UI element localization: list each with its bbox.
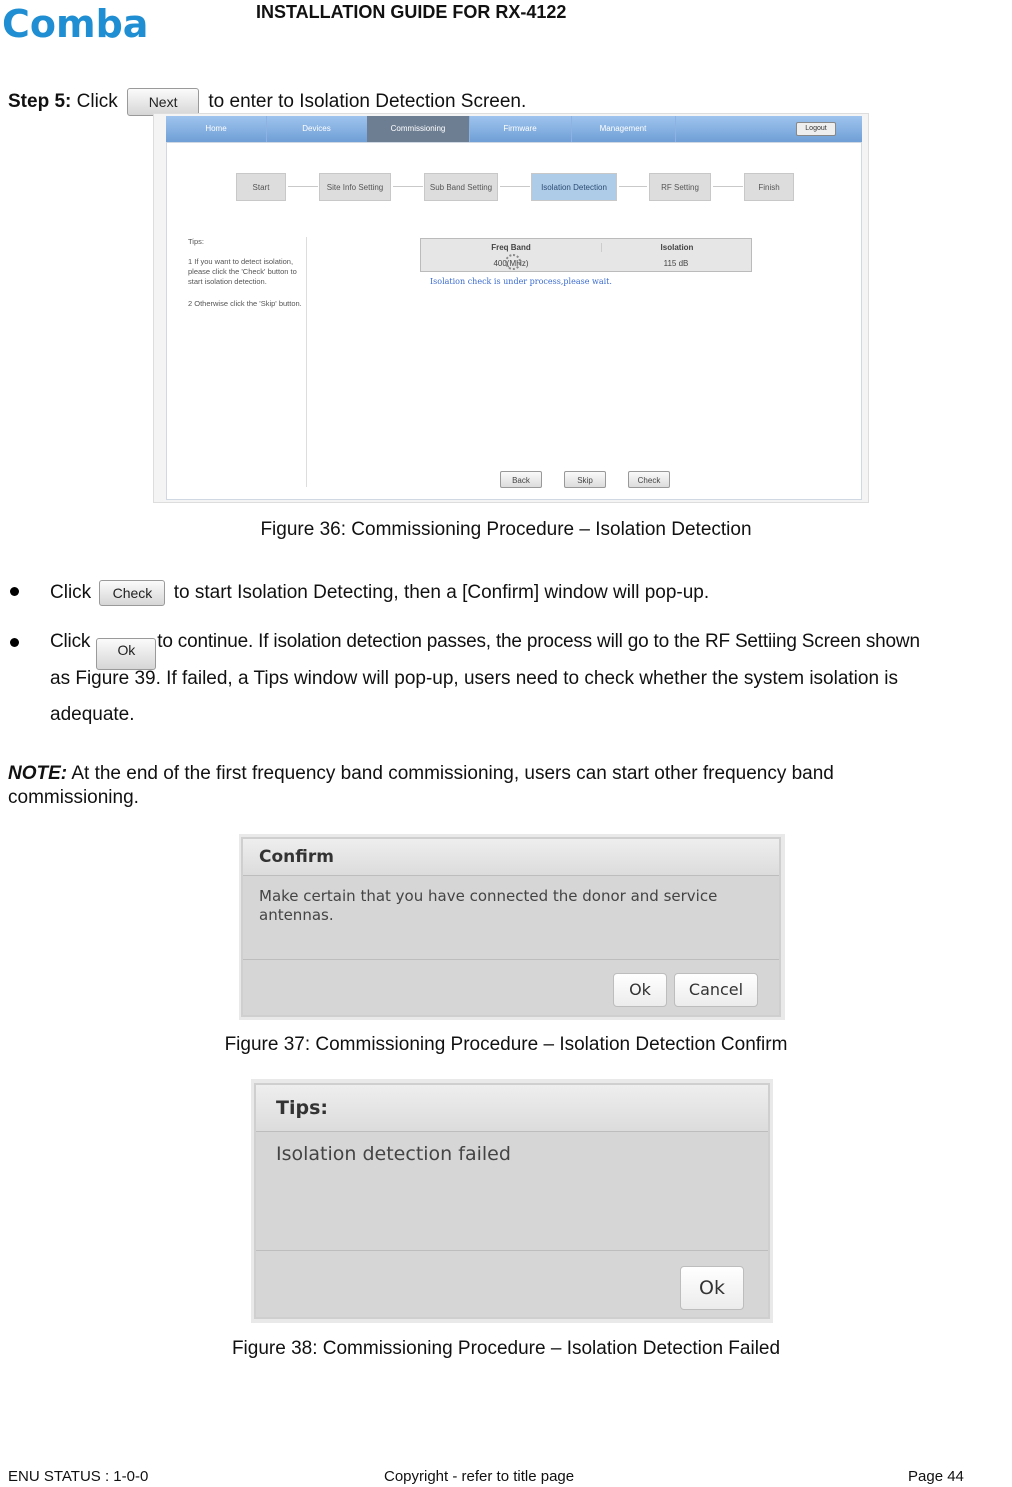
bullet2-click: Click: [50, 631, 91, 652]
tips-dialog: [254, 1083, 770, 1319]
nav-devices[interactable]: Devices: [266, 116, 368, 142]
ok-button-image: Ok: [96, 638, 156, 670]
footer-copyright: Copyright - refer to title page: [384, 1468, 575, 1485]
tips-title: Tips:: [188, 237, 204, 246]
bullet-dot: [10, 587, 19, 596]
back-button[interactable]: Back: [500, 471, 542, 488]
tips-dialog-message: Isolation detection failed: [276, 1143, 511, 1165]
note-line2: commissioning.: [8, 787, 139, 808]
nav-home[interactable]: Home: [166, 116, 267, 142]
confirm-message-line2: antennas.: [259, 906, 334, 924]
bullet-dot: [10, 638, 19, 647]
footer-page: Page 44: [908, 1468, 964, 1485]
confirm-message: [259, 887, 717, 925]
step5-click: Click: [76, 91, 118, 113]
step-isolation-detection: Isolation Detection: [531, 173, 617, 201]
ok-button[interactable]: Ok: [613, 973, 667, 1007]
figure38-caption: Figure 38: Commissioning Procedure – Isolation Detection Failed: [231, 1338, 781, 1359]
top-nav-bar: [166, 116, 862, 142]
bullet1-line: [50, 580, 709, 606]
nav-management[interactable]: Management: [571, 116, 676, 142]
bullet2-line1: [50, 631, 920, 670]
note-line1: [8, 763, 834, 785]
tips-dialog-title: Tips:: [256, 1085, 768, 1132]
table-header-freq: Freq Band: [491, 243, 531, 252]
bullet2-line3: adequate.: [50, 704, 135, 725]
step-finish: Finish: [744, 173, 794, 201]
skip-button[interactable]: Skip: [564, 471, 606, 488]
step-site-info: Site Info Setting: [319, 173, 391, 201]
tips-line2: 2 Otherwise click the 'Skip' button.: [188, 299, 302, 308]
check-button[interactable]: Check: [628, 471, 670, 488]
check-button-image: Check: [99, 580, 165, 606]
cancel-button[interactable]: Cancel: [674, 973, 758, 1007]
tips-panel: [188, 237, 307, 487]
step5-label: Step 5:: [8, 91, 72, 113]
figure37-screenshot: [239, 834, 785, 1020]
bullet1-rest: to start Isolation Detecting, then a [Confirm] window will pop-up.: [173, 582, 710, 604]
step-rf-setting: RF Setting: [649, 173, 711, 201]
nav-commissioning[interactable]: Commissioning: [367, 116, 470, 142]
logout-button[interactable]: Logout: [796, 122, 836, 136]
bullet1-click: Click: [50, 582, 92, 604]
step5-line: [8, 88, 526, 116]
step-arrow: [500, 186, 530, 187]
note-text1: At the end of the first frequency band commissioning, users can start other frequency band: [71, 763, 834, 784]
bullet2-line2: as Figure 39. If failed, a Tips window will pop-up, users need to check whether the system isolation is: [50, 668, 899, 689]
next-button-image: Next: [127, 88, 199, 116]
step-arrow: [619, 186, 647, 187]
step-sub-band: Sub Band Setting: [424, 173, 498, 201]
table-cell-freq: 400(MHz): [493, 259, 529, 268]
figure38-screenshot: [251, 1079, 773, 1323]
confirm-title: Confirm: [243, 839, 779, 876]
step-arrow: [713, 186, 743, 187]
step-arrow: [393, 186, 423, 187]
table-cell-isolation: 115 dB: [663, 259, 689, 268]
comba-logo: Comba: [2, 2, 149, 46]
confirm-dialog: [241, 837, 781, 1017]
confirm-message-line1: Make certain that you have connected the donor and service: [259, 887, 718, 905]
step5-rest: to enter to Isolation Detection Screen.: [208, 91, 527, 113]
loading-spinner-icon: [505, 254, 521, 270]
document-title: INSTALLATION GUIDE FOR RX-4122: [256, 2, 567, 22]
footer-status: ENU STATUS : 1-0-0: [8, 1468, 149, 1485]
bullet2-rest1: to continue. If isolation detection passes, the process will go to the RF Settiing Screen shown: [157, 631, 920, 652]
figure36-caption: Figure 36: Commissioning Procedure – Isolation Detection: [260, 519, 752, 540]
figure36-screenshot: [153, 113, 869, 503]
tips-line1: 1 If you want to detect isolation, please click the 'Check' button to start isolation detection.: [188, 257, 297, 286]
figure37-caption: Figure 37: Commissioning Procedure – Isolation Detection Confirm: [224, 1034, 788, 1055]
progress-message: Isolation check is under process,please wait.: [430, 277, 612, 286]
step-arrow: [288, 186, 318, 187]
tips-ok-button[interactable]: Ok: [680, 1266, 744, 1310]
table-header-isolation: Isolation: [601, 243, 752, 252]
nav-firmware[interactable]: Firmware: [469, 116, 572, 142]
step-start: Start: [236, 173, 286, 201]
note-label: NOTE:: [8, 763, 68, 784]
isolation-table: [420, 238, 752, 272]
